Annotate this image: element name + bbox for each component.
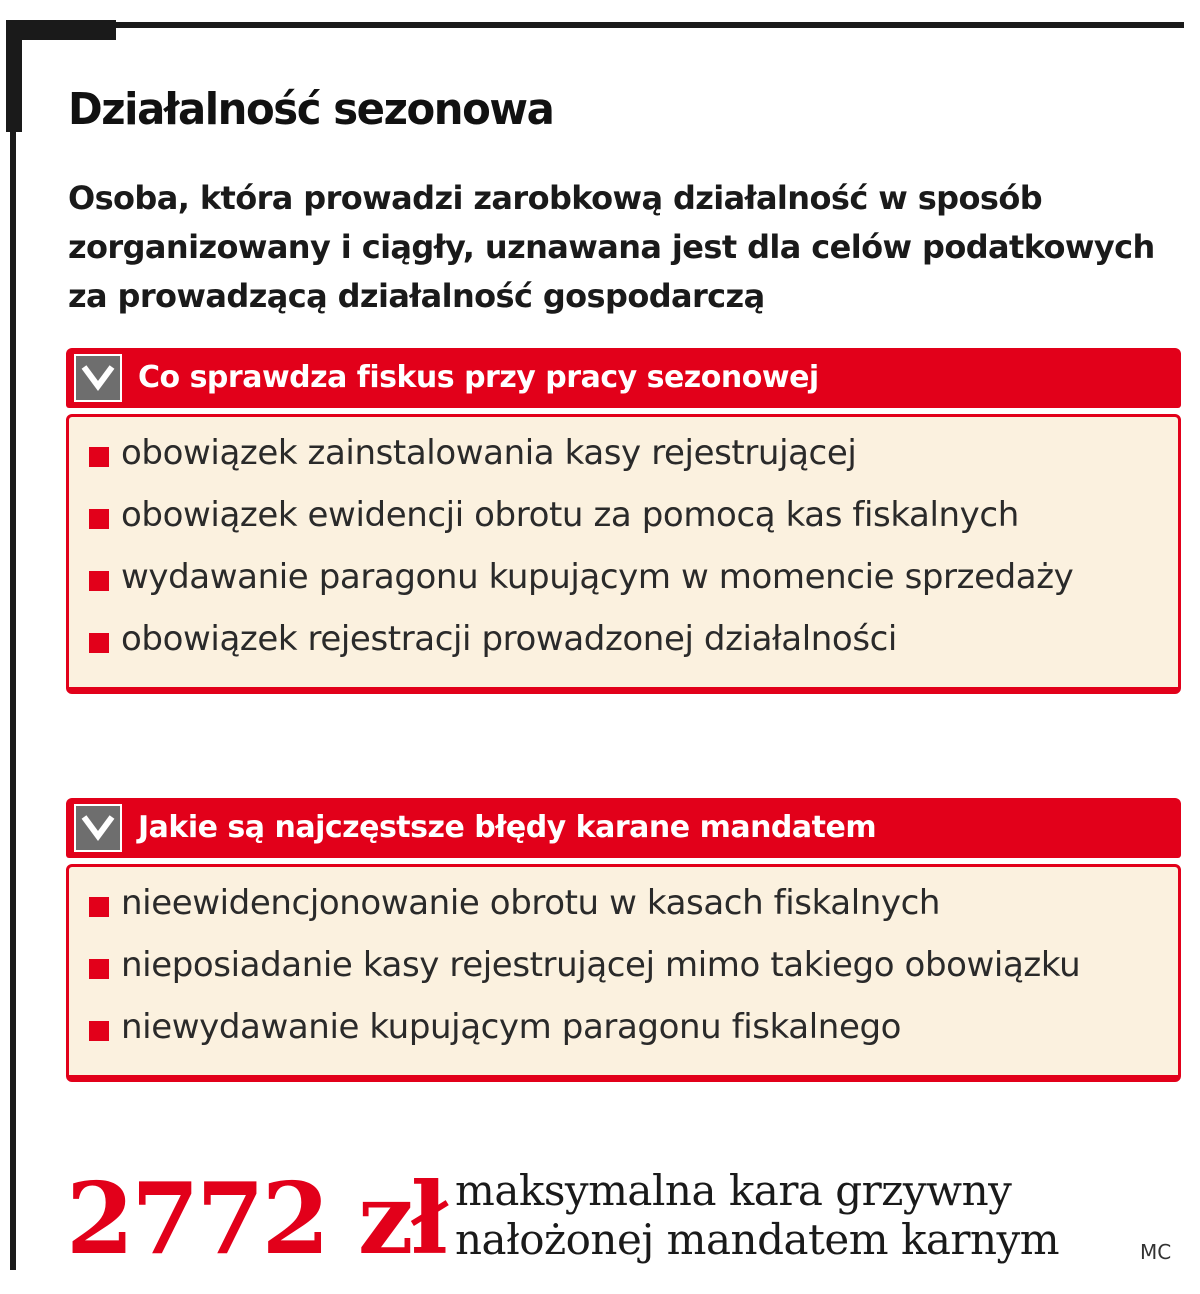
list-item — [89, 553, 1158, 601]
bullet-square-icon — [89, 447, 109, 467]
chevron-down-icon — [74, 354, 122, 402]
fine-amount: 2772 zł — [66, 1162, 446, 1277]
bullet-square-icon — [89, 633, 109, 653]
list-item-text: niewydawanie kupującym paragonu fiskalnego — [121, 1007, 902, 1047]
frame-left-bar — [6, 22, 22, 132]
bullet-square-icon — [89, 897, 109, 917]
section-body — [66, 864, 1181, 1082]
list-item — [89, 615, 1158, 663]
list-item — [89, 1003, 1158, 1051]
bullet-square-icon — [89, 509, 109, 529]
frame-top-rule — [6, 22, 1184, 28]
frame-corner — [6, 20, 116, 40]
author-credit: MC — [1140, 1240, 1172, 1264]
list-item-text: obowiązek zainstalowania kasy rejestrującej — [121, 433, 857, 473]
chevron-down-icon — [74, 804, 122, 852]
bullet-square-icon — [89, 1021, 109, 1041]
list-item — [89, 941, 1158, 989]
page-title: Działalność sezonowa — [68, 84, 554, 135]
list-item — [89, 429, 1158, 477]
list-item — [89, 879, 1158, 927]
section-body — [66, 414, 1181, 694]
frame-left-rule — [10, 120, 16, 1270]
fine-description: maksymalna kara grzywny nałożonej mandatem karnym — [455, 1166, 1060, 1264]
list-item-text: nieposiadanie kasy rejestrującej mimo takiego obowiązku — [121, 945, 1081, 985]
bullet-square-icon — [89, 571, 109, 591]
section-header — [66, 348, 1181, 408]
bullet-square-icon — [89, 959, 109, 979]
section-checks — [66, 348, 1181, 694]
list-item-text: wydawanie paragonu kupującym w momencie sprzedaży — [121, 557, 1074, 597]
section-header — [66, 798, 1181, 858]
list-item-text: obowiązek rejestracji prowadzonej działalności — [121, 619, 897, 659]
list-item — [89, 491, 1158, 539]
list-item-text: nieewidencjonowanie obrotu w kasach fiskalnych — [121, 883, 941, 923]
section-title: Co sprawdza fiskus przy pracy sezonowej — [138, 360, 819, 395]
section-title: Jakie są najczęstsze błędy karane mandatem — [138, 810, 877, 845]
section-errors — [66, 798, 1181, 1082]
lead-paragraph: Osoba, która prowadzi zarobkową działalność w sposób zorganizowany i ciągły, uznawana jest dla celów podatkowych za prowadzącą działalność gospodarczą — [68, 179, 1155, 315]
list-item-text: obowiązek ewidencji obrotu za pomocą kas fiskalnych — [121, 495, 1019, 535]
